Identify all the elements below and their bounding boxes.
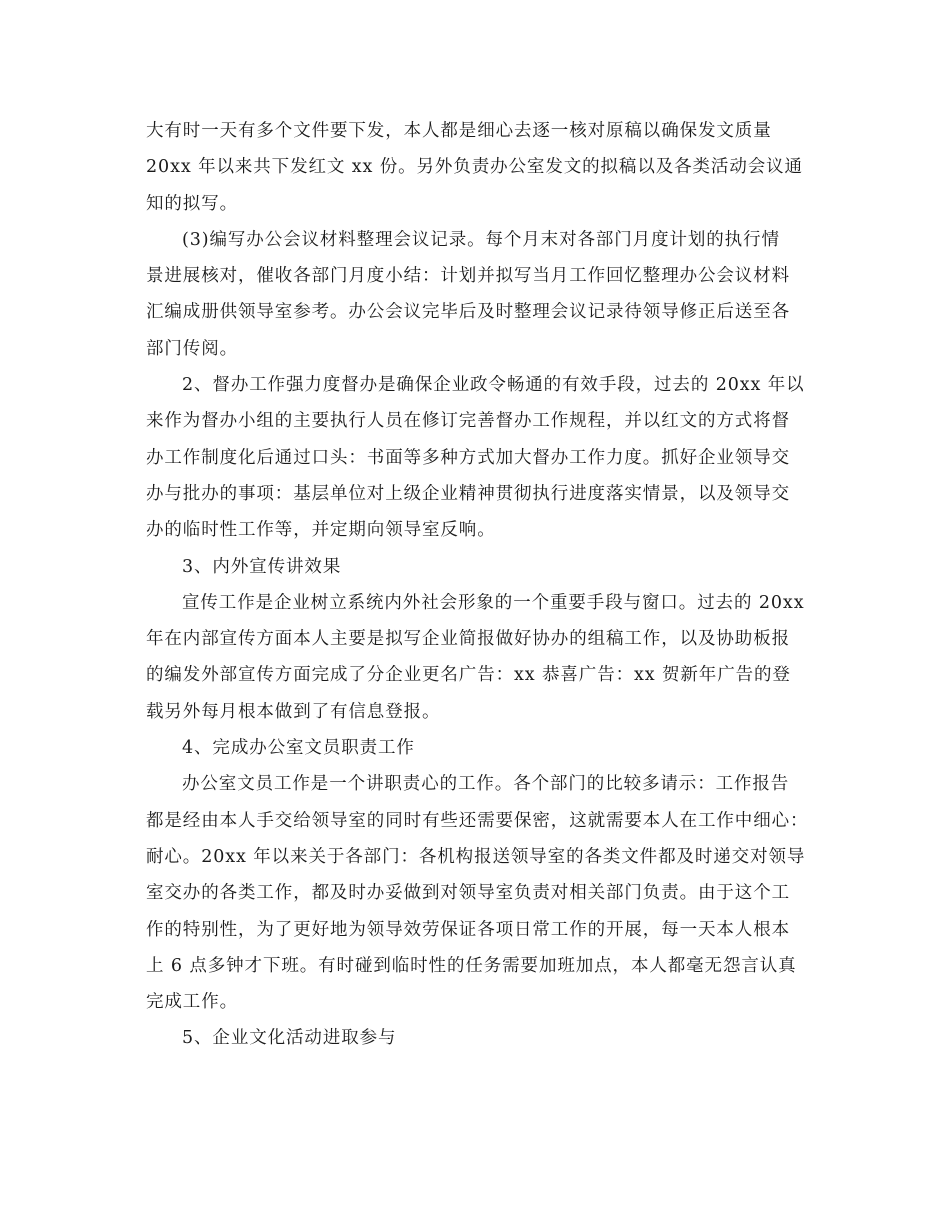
text-line: 作的特别性，为了更好地为领导效劳保证各项日常工作的开展，每一天本人根本: [146, 919, 790, 940]
text-line: 办的临时性工作等，并定期向领导室反响。: [146, 520, 496, 541]
text-line: 完成工作。: [146, 992, 238, 1013]
text-line: 载另外每月根本做到了有信息登报。: [146, 701, 441, 722]
text-line: 部门传阅。: [146, 338, 238, 359]
text-line: 耐心。20xx 年以来关于各部门：各机构报送领导室的各类文件都及时递交对领导: [146, 846, 806, 867]
text-line: 景进展核对，催收各部门月度小结：计划并拟写当月工作回忆整理办公会议材料: [146, 266, 790, 287]
text-line: 都是经由本人手交给领导室的同时有些还需要保密，这就需要本人在工作中细心：: [146, 810, 809, 831]
text-line: 的编发外部宣传方面完成了分企业更名广告：xx 恭喜广告：xx 贺新年广告的登: [146, 665, 791, 686]
text-line: 办工作制度化后通过口头：书面等多种方式加大督办工作力度。抓好企业领导交: [146, 447, 790, 468]
text-line: 办与批办的事项：基层单位对上级企业精神贯彻执行进度落实情景，以及领导交: [146, 483, 790, 504]
text-line: 宣传工作是企业树立系统内外社会形象的一个重要手段与窗口。过去的 20xx: [182, 592, 805, 613]
text-line: 上 6 点多钟才下班。有时碰到临时性的任务需要加班加点，本人都毫无怨言认真: [146, 955, 797, 976]
text-line: 室交办的各类工作，都及时办妥做到对领导室负责对相关部门负责。由于这个工: [146, 883, 790, 904]
text-line: (3)编写办公会议材料整理会议记录。每个月末对各部门月度计划的执行情: [182, 229, 780, 250]
text-line: 大有时一天有多个文件要下发，本人都是细心去逐一核对原稿以确保发文质量: [146, 121, 772, 141]
document-body: [146, 113, 818, 1057]
text-line: 办公室文员工作是一个讲职责心的工作。各个部门的比较多请示：工作报告: [182, 774, 790, 795]
text-line: 汇编成册供领导室参考。办公会议完毕后及时整理会议记录待领导修正后送至各: [146, 302, 790, 323]
text-line: 知的拟写。: [146, 193, 238, 214]
text-line: 年在内部宣传方面本人主要是拟写企业简报做好协办的组稿工作，以及协助板报: [146, 629, 790, 650]
text-line: 2、督办工作强力度督办是确保企业政令畅通的有效手段，过去的 20xx 年以: [182, 375, 805, 396]
text-line: 4、完成办公室文员职责工作: [182, 738, 415, 759]
text-line: 20xx 年以来共下发红文 xx 份。另外负责办公室发文的拟稿以及各类活动会议通: [146, 157, 803, 178]
text-line: 3、内外宣传讲效果: [182, 556, 342, 577]
text-line: 5、企业文化活动进取参与: [182, 1028, 397, 1049]
text-line: 来作为督办小组的主要执行人员在修订完善督办工作规程，并以红文的方式将督: [146, 411, 790, 432]
